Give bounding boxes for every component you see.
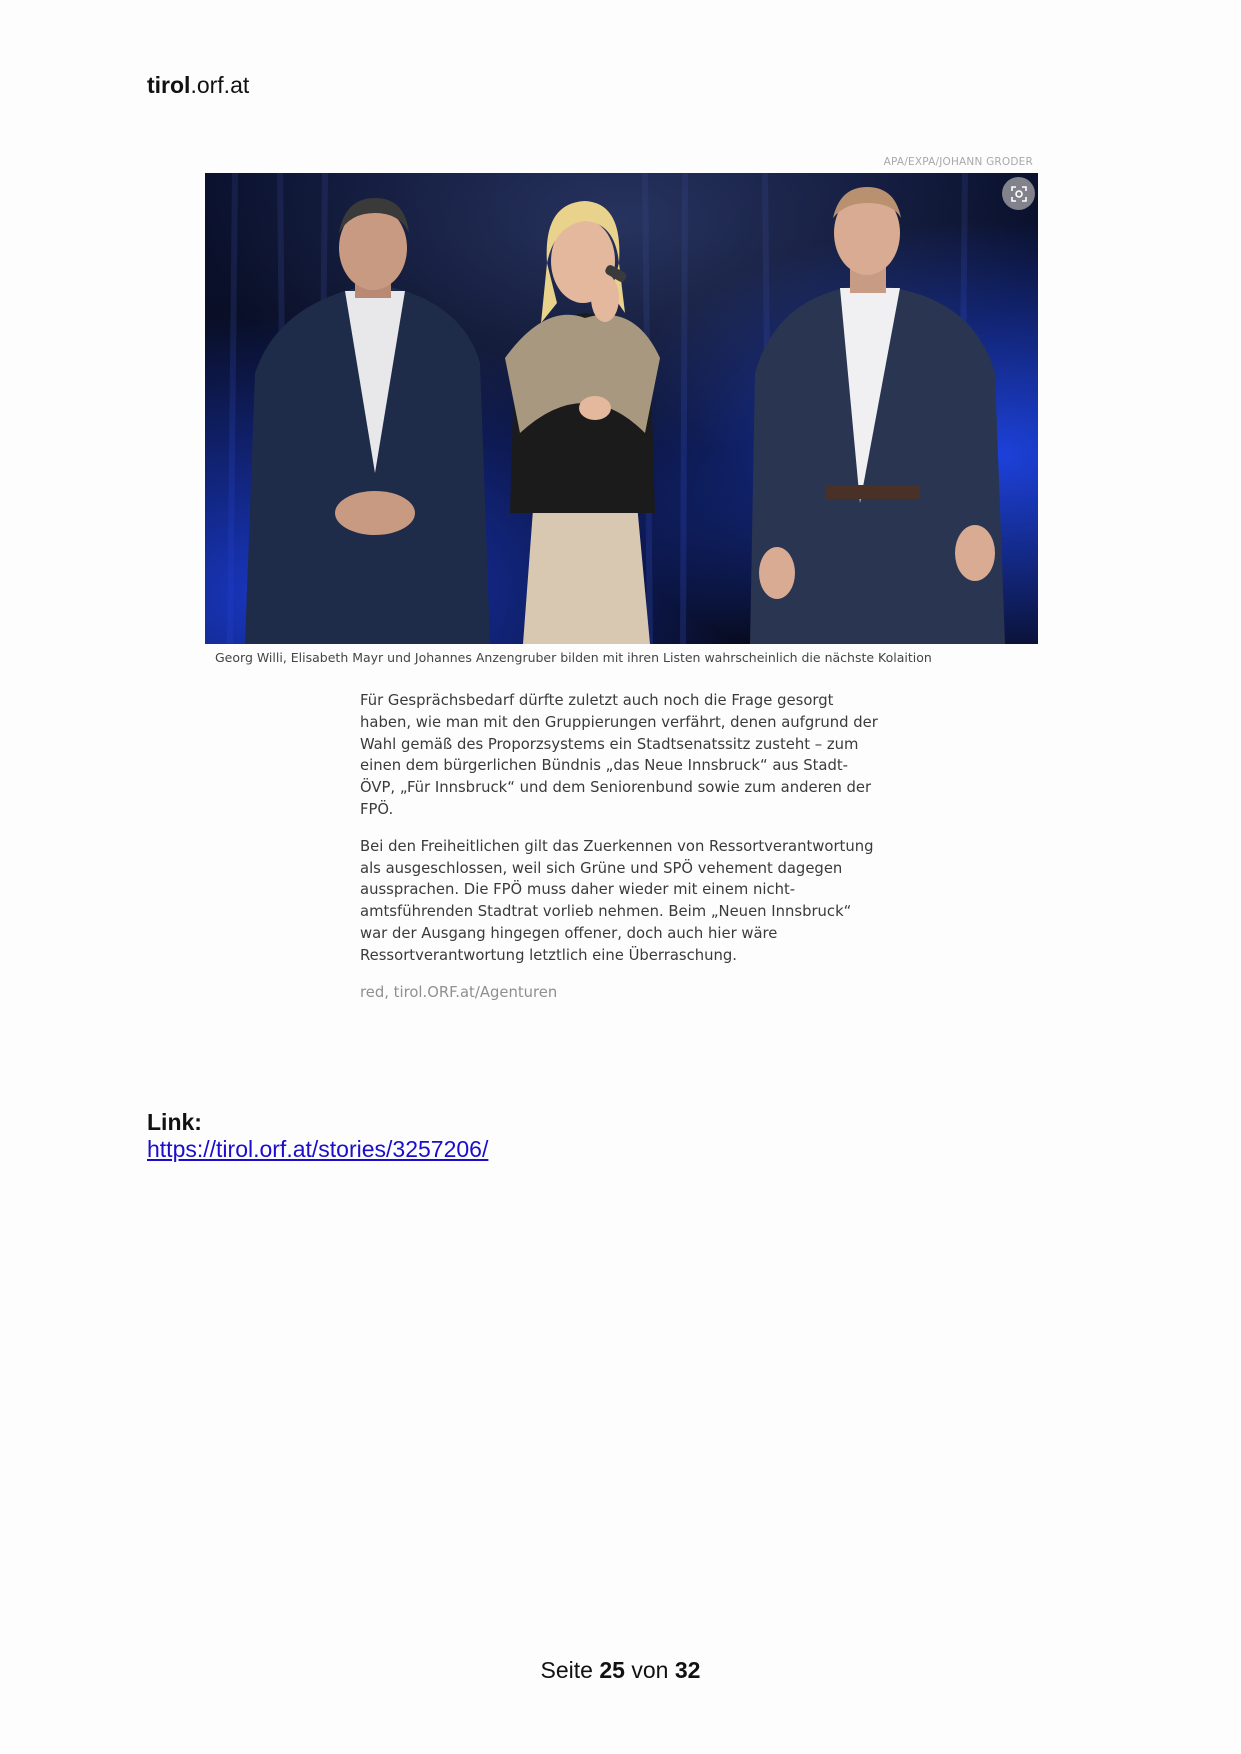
current-page: 25 [599,1657,625,1683]
brand-name-rest: .orf.at [190,72,250,98]
total-pages: 32 [674,1657,701,1683]
article-link[interactable]: https://tirol.orf.at/stories/3257206/ [147,1136,489,1162]
page-number [0,1657,1241,1684]
site-header [147,72,249,99]
brand-name-bold: tirol [147,72,191,98]
link-label: Link: [147,1109,202,1135]
article-source: red, tirol.ORF.at/Agenturen [360,983,558,1001]
article-paragraph: Bei den Freiheitlichen gilt das Zuerkennen von Ressortverantwortung als ausgeschlossen, weil sich Grüne und SPÖ vehement dagegen aussprachen. Die FPÖ muss daher wieder mit einem nicht-amtsführenden Stadtrat vorlieb nehmen. Beim „Neuen Innsbruck“ war der Ausgang hingegen offener, doch auch hier wäre Ressortverantwortung letztlich eine Überraschung. [360,837,874,964]
zoom-icon-glyph [1010,185,1028,203]
article-body [360,690,880,1018]
article-photo [205,173,1038,644]
photo-illustration [205,173,1038,644]
photo-credit: APA/EXPA/JOHANN GRODER [883,156,1033,168]
page-separator: von [631,1657,669,1683]
page-prefix: Seite [540,1657,593,1683]
photo-caption: Georg Willi, Elisabeth Mayr und Johannes Anzengruber bilden mit ihren Listen wahrscheinlich die nächste Kolaition [215,650,932,665]
article-paragraph: Für Gesprächsbedarf dürfte zuletzt auch noch die Frage gesorgt haben, wie man mit den Gruppierungen verfährt, denen aufgrund der Wahl gemäß des Proporzsystems ein Stadtsenatssitz zusteht – zum einen dem bürgerlichen Bündnis „das Neue Innsbruck“ aus Stadt-ÖVP, „Für Innsbruck“ und dem Seniorenbund sowie zum anderen der FPÖ. [360,692,878,818]
zoom-icon[interactable] [1002,177,1035,210]
